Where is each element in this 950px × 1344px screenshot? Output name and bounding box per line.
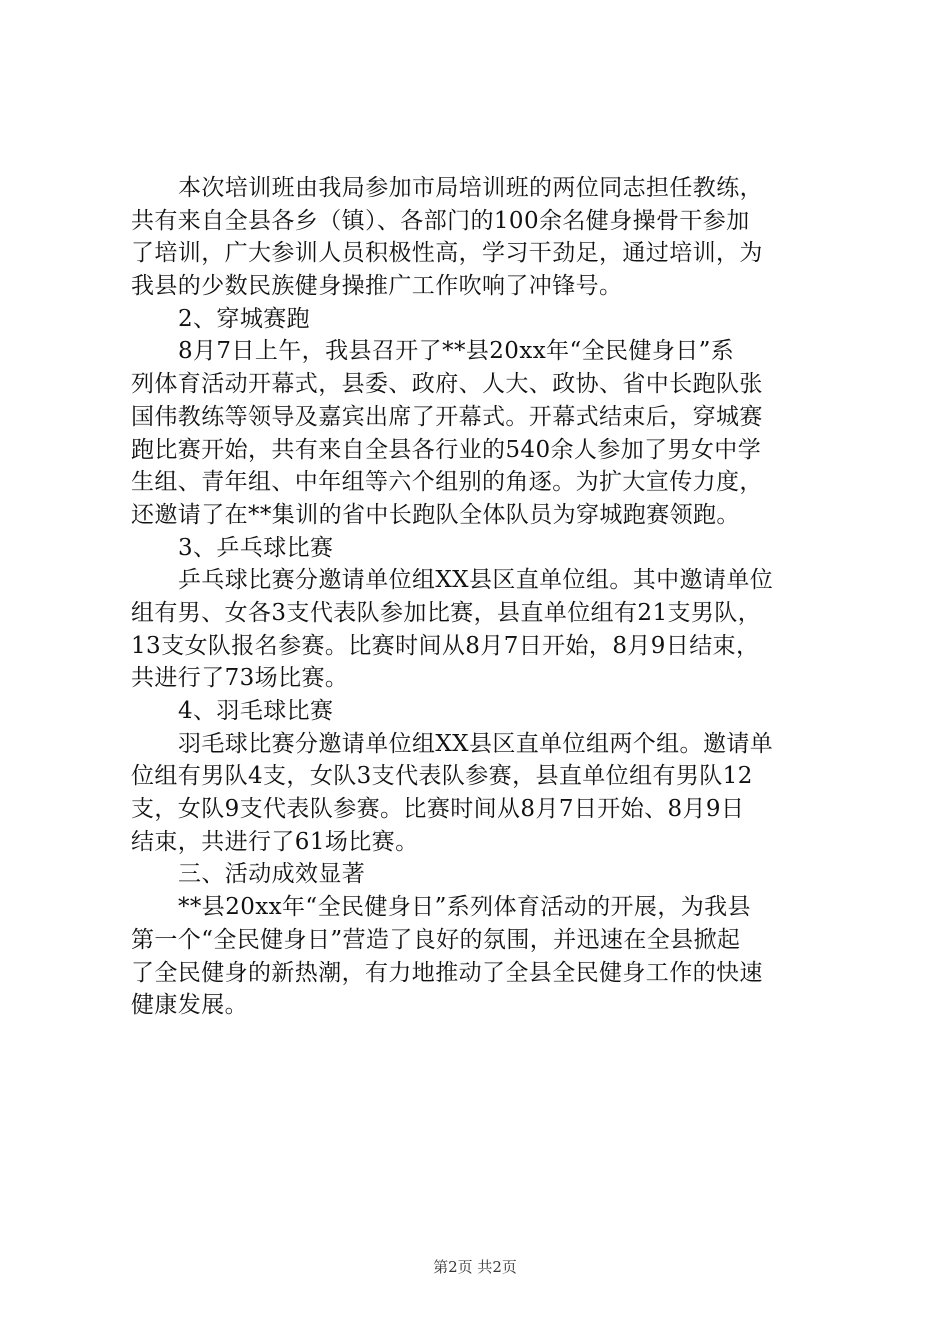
document-body xyxy=(131,172,831,1022)
text-line: 国伟教练等领导及嘉宾出席了开幕式。开幕式结束后，穿城赛 xyxy=(131,403,763,430)
text-line: 跑比赛开始，共有来自全县各行业的540余人参加了男女中学 xyxy=(131,436,762,463)
heading-line: 2、穿城赛跑 xyxy=(178,305,311,332)
text-line: 共有来自全县各乡（镇）、各部门的100余名健身操骨干参加 xyxy=(131,207,750,234)
heading-line: 三、活动成效显著 xyxy=(178,861,366,888)
text-line: 8月7日上午，我县召开了**县20xx年“全民健身日”系 xyxy=(178,338,735,365)
text-line: **县20xx年“全民健身日”系列体育活动的开展，为我县 xyxy=(178,894,751,921)
text-line: 位组有男队4支，女队3支代表队参赛，县直单位组有男队12 xyxy=(131,763,753,790)
heading-line: 3、乒乓球比赛 xyxy=(178,534,334,561)
text-line: 乒乓球比赛分邀请单位组XX县区直单位组。其中邀请单位 xyxy=(178,567,774,594)
section-heading xyxy=(131,303,831,336)
text-line: 羽毛球比赛分邀请单位组XX县区直单位组两个组。邀请单 xyxy=(178,730,774,757)
text-line: 生组、青年组、中年组等六个组别的角逐。为扩大宣传力度， xyxy=(131,469,763,496)
section-heading xyxy=(131,532,831,565)
text-line: 了全民健身的新热潮，有力地推动了全县全民健身工作的快速 xyxy=(131,959,763,986)
text-line: 组有男、女各3支代表队参加比赛，县直单位组有21支男队， xyxy=(131,599,762,626)
text-line: 共进行了73场比赛。 xyxy=(131,665,349,692)
paragraph xyxy=(131,891,831,1022)
heading-line: 4、羽毛球比赛 xyxy=(178,698,334,724)
text-line: 支，女队9支代表队参赛。比赛时间从8月7日开始、8月9日 xyxy=(131,796,745,823)
text-line: 13支女队报名参赛。比赛时间从8月7日开始，8月9日结束， xyxy=(131,632,760,659)
text-line: 列体育活动开幕式，县委、政府、人大、政协、省中长跑队张 xyxy=(131,371,763,398)
section-heading xyxy=(131,858,831,891)
text-line: 还邀请了在**集训的省中长跑队全体队员为穿城跑赛领跑。 xyxy=(131,501,740,528)
paragraph xyxy=(131,728,831,859)
page-number-label: 第2页 共2页 xyxy=(433,1258,517,1276)
text-line: 健康发展。 xyxy=(131,992,248,1019)
text-line: 第一个“全民健身日”营造了良好的氛围，并迅速在全县掀起 xyxy=(131,926,741,953)
text-line: 我县的少数民族健身操推广工作吹响了冲锋号。 xyxy=(131,273,623,300)
section-heading xyxy=(131,695,831,728)
text-line: 本次培训班由我局参加市局培训班的两位同志担任教练， xyxy=(178,175,763,201)
paragraph xyxy=(131,172,831,303)
text-line: 结束，共进行了61场比赛。 xyxy=(131,828,419,855)
text-line: 了培训，广大参训人员积极性高，学习干劲足，通过培训，为 xyxy=(131,240,763,267)
page-footer xyxy=(0,1256,950,1277)
paragraph xyxy=(131,335,831,531)
paragraph xyxy=(131,564,831,695)
